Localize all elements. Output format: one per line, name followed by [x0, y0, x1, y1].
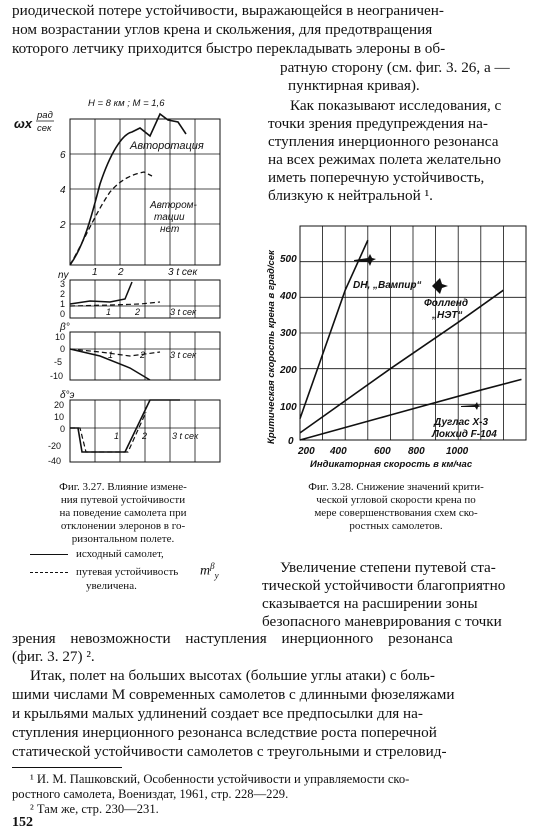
text-line: Как показывают исследования, с	[290, 97, 502, 114]
label-douglas-1: Дуглас X-3	[434, 417, 489, 428]
text-line: (фиг. 3. 27) ².	[12, 648, 95, 665]
text-line: ступления инерционного резонанса вследствие роста поперечной	[12, 724, 437, 741]
p2-xtick: 3 t сек	[170, 307, 197, 317]
fig328-xtick: 800	[408, 446, 425, 457]
text-line: тической устойчивости благоприятно	[262, 577, 506, 594]
p4-xtick: 2	[142, 431, 148, 441]
text-line: безопасного маневрирования с точки	[262, 613, 502, 630]
fig328-xlabel: Индикаторная скорость в км/час	[310, 459, 473, 470]
no-autorotation-label-2: тации	[154, 212, 185, 223]
text-line: точки зрения предупреждения на-	[268, 115, 488, 132]
footnote-line: ¹ И. М. Пашковский, Особенности устойчивости и управляемости ско-	[30, 772, 410, 786]
ny-label: ny	[58, 270, 69, 281]
label-dh-vampire: DH, „Вампир“	[353, 280, 422, 291]
p3-ytick: -5	[54, 357, 63, 367]
legend-solid-swatch	[30, 554, 68, 555]
p1-xtick: 3 t сек	[168, 267, 198, 278]
p1-ytick: 2	[60, 220, 66, 231]
omega-label: ωx	[14, 116, 33, 131]
footnote-line: ростного самолета, Воениздат, 1961, стр. 228—229.	[12, 787, 289, 801]
fig327-header: H = 8 км ; M = 1,6	[88, 98, 165, 109]
text-line: Увеличение степени путевой ста-	[280, 559, 496, 576]
text-line: ном возрастании углов крена и скольжения, для предотвращения	[12, 21, 433, 38]
airplane-icon	[461, 402, 481, 410]
p4-ytick: 20	[54, 400, 65, 410]
p2-ytick: 0	[60, 309, 66, 319]
p2-ytick: 2	[60, 289, 66, 299]
no-autorotation-label-1: Автором-	[150, 200, 197, 211]
p4-ytick: 0	[60, 424, 66, 434]
beta-label: β°	[60, 322, 70, 333]
fig328-ytick: 200	[280, 365, 297, 376]
text-line: зрения невозможности наступления инерционного резонанса	[12, 630, 453, 647]
caption-line: Фиг. 3.27. Влияние измене-	[59, 481, 187, 493]
text-line: пунктирная кривая).	[288, 77, 420, 94]
text-line: которого летчику приходится быстро перекладывать элероны в об-	[12, 40, 446, 57]
p2-xtick: 2	[135, 307, 141, 317]
fig328-ytick: 300	[280, 328, 297, 339]
page-number: 152	[12, 815, 33, 830]
p4-ytick: -40	[48, 456, 62, 466]
fig328-ytick: 400	[280, 291, 297, 302]
no-autorotation-label-3: нет	[160, 224, 180, 235]
caption-line: ризонтальном полете.	[71, 533, 175, 545]
airplane-icon	[432, 278, 448, 294]
legend-dashed-label: путевая устойчивость	[76, 566, 179, 578]
p1-xtick: 1	[92, 267, 98, 278]
p4-ytick: 10	[54, 412, 65, 422]
text-line: и крыльями малых удлинений создает все предпосылки для на-	[12, 705, 423, 722]
text-line: статической устойчивости самолетов с треугольными и стреловид-	[12, 743, 447, 760]
p2-xtick: 1	[106, 307, 112, 317]
omega-unit-bot: сек	[37, 123, 52, 134]
p1-ytick: 6	[60, 150, 66, 161]
p4-ytick: -20	[48, 441, 62, 451]
caption-line: на поведение самолета при	[59, 507, 187, 519]
fig328-xtick: 600	[374, 446, 391, 457]
caption-line: ния путевой устойчивости	[60, 494, 186, 506]
footnote-separator	[12, 767, 122, 768]
figure-3-28	[256, 214, 530, 476]
figure-3-27	[10, 94, 225, 470]
text-line: на всех режимах полета желательно	[268, 151, 501, 168]
text-line: ступления инерционного резонанса	[268, 133, 499, 150]
p1-xtick: 2	[118, 267, 124, 278]
fig328-ylabel: Критическая скорость крена в град/сек	[266, 250, 277, 444]
p3-ytick: -10	[50, 371, 64, 381]
p4-xtick: 3 t сек	[172, 431, 199, 441]
panel-omega	[59, 114, 220, 278]
delta-label: δ°э	[60, 390, 75, 401]
caption-line: отклонении элеронов в го-	[60, 520, 186, 532]
legend-solid-label: исходный самолет,	[76, 548, 164, 560]
p3-xtick: 2	[140, 350, 146, 360]
label-folland-1: Фолленд	[424, 298, 469, 309]
text-line: Итак, полет на больших высотах (большие углы атаки) с боль-	[30, 667, 435, 684]
fig328-ytick: 0	[288, 436, 294, 447]
p3-ytick: 10	[55, 332, 66, 342]
caption-line: ческой угловой скорости крена по	[316, 494, 476, 506]
omega-unit-top: рад	[37, 110, 53, 121]
p3-ytick: 0	[60, 344, 66, 354]
caption-line: ростных самолетов.	[349, 520, 443, 532]
text-line: ратную сторону (см. фиг. 3. 26, а —	[280, 59, 510, 76]
p2-ytick: 1	[60, 299, 66, 309]
fig328-ytick: 500	[280, 254, 297, 265]
caption-line: Фиг. 3.28. Снижение значений крити-	[308, 481, 484, 493]
legend-symbol: $m^\beta_y$	[200, 561, 219, 581]
p3-xtick: 1	[108, 350, 114, 360]
fig328-ytick: 100	[280, 402, 297, 413]
text-line: шими числами М современных самолетов с длинными фюзеляжами	[12, 686, 455, 703]
text-line: близкую к нейтральной ¹.	[268, 187, 433, 204]
text-line: сказывается на расширении зоны	[262, 595, 478, 612]
panel-beta	[50, 322, 220, 381]
legend-dashed-swatch	[30, 572, 68, 573]
fig328-xtick: 400	[330, 446, 347, 457]
text-line: риодической потере устойчивости, выражающейся в неограничен-	[12, 2, 444, 19]
text-line: иметь поперечную устойчивость,	[268, 169, 485, 186]
fig328-xtick: 1000	[446, 446, 469, 457]
panel-delta	[48, 390, 220, 466]
p1-ytick: 4	[60, 185, 66, 196]
label-douglas-2: Локхид F-104	[432, 429, 497, 440]
fig328-xtick: 200	[298, 446, 315, 457]
p3-xtick: 3 t сек	[170, 350, 197, 360]
footnote-line: ² Там же, стр. 230—231.	[30, 802, 159, 816]
p2-ytick: 3	[60, 279, 66, 289]
caption-line: мере совершенствования схем ско-	[314, 507, 478, 519]
legend-dashed-label-2: увеличена.	[86, 580, 137, 592]
p4-xtick: 1	[114, 431, 120, 441]
label-folland-2: „НЭТ“	[432, 310, 463, 321]
autorotation-label: Авторотация	[130, 140, 204, 152]
